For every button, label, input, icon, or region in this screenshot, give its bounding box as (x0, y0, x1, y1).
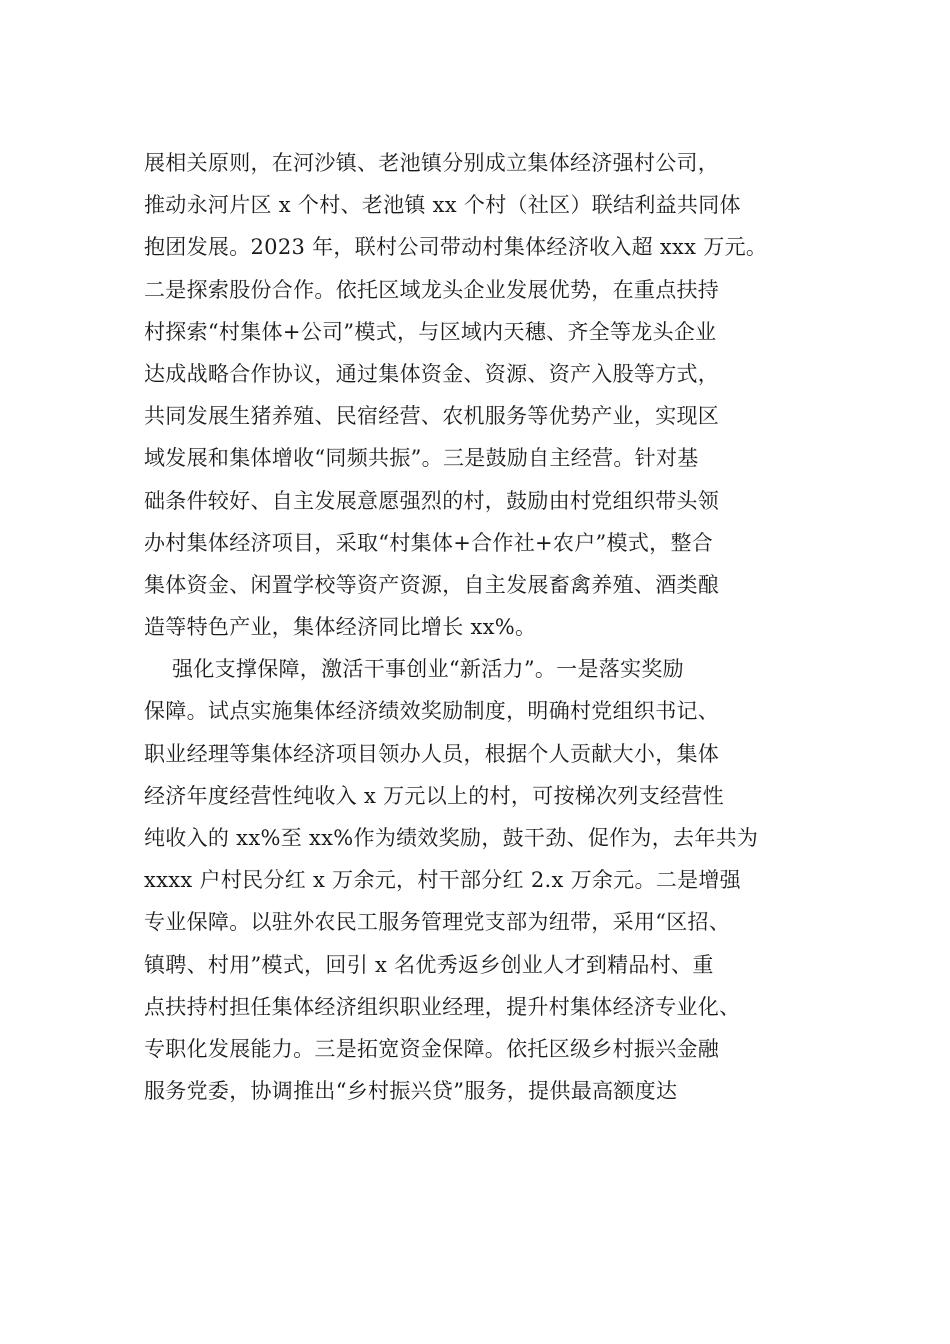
body-text (144, 142, 824, 1112)
text-line-6: 达成战略合作协议，通过集体资金、资源、资产入股等方式， (144, 361, 720, 386)
text-line-10: 办村集体经济项目，采取“村集体+合作社+农户”模式，整合 (144, 530, 714, 555)
text-line-12: 造等特色产业，集体经济同比增长 xx%。 (144, 615, 537, 640)
text-line-18: xxxx 户村民分红 x 万余元，村干部分红 2.x 万余元。二是增强 (144, 868, 741, 893)
text-line-15: 职业经理等集体经济项目领办人员，根据个人贡献大小，集体 (144, 741, 720, 766)
text-line-13-paragraph-start: 强化支撑保障，激活干事创业“新活力”。一是落实奖励 (172, 657, 684, 682)
text-line-1: 展相关原则，在河沙镇、老池镇分别成立集体经济强村公司， (144, 151, 720, 175)
text-line-16: 经济年度经营性纯收入 x 万元以上的村，可按梯次列支经营性 (144, 783, 724, 808)
text-line-4: 二是探索股份合作。依托区域龙头企业发展优势，在重点扶持 (144, 277, 720, 302)
text-line-5: 村探索“村集体+公司”模式，与区域内天穗、齐全等龙头企业 (144, 319, 717, 344)
text-line-22: 专职化发展能力。三是拓宽资金保障。依托区级乡村振兴金融 (144, 1036, 720, 1061)
text-line-8: 域发展和集体增收“同频共振”。三是鼓励自主经营。针对基 (144, 446, 699, 471)
text-line-20: 镇聘、村用”模式，回引 x 名优秀返乡创业人才到精品村、重 (144, 952, 714, 977)
text-line-17: 纯收入的 xx%至 xx%作为绩效奖励，鼓干劲、促作为，去年共为 (144, 826, 759, 850)
text-line-3: 抱团发展。2023 年，联村公司带动村集体经济收入超 xxx 万元。 (144, 235, 768, 260)
text-line-9: 础条件较好、自主发展意愿强烈的村，鼓励由村党组织带头领 (144, 488, 720, 513)
text-line-21: 点扶持村担任集体经济组织职业经理，提升村集体经济专业化、 (144, 994, 741, 1019)
text-line-14: 保障。试点实施集体经济绩效奖励制度，明确村党组织书记、 (144, 699, 720, 724)
text-line-11: 集体资金、闲置学校等资产资源，自主发展畜禽养殖、酒类酿 (144, 572, 720, 597)
text-line-2: 推动永河片区 x 个村、老池镇 xx 个村（社区）联结利益共同体 (144, 193, 741, 218)
text-line-19: 专业保障。以驻外农民工服务管理党支部为纽带，采用“区招、 (144, 910, 731, 935)
text-line-23: 服务党委，协调推出“乡村振兴贷”服务，提供最高额度达 (144, 1079, 678, 1104)
text-line-7: 共同发展生猪养殖、民宿经营、农机服务等优势产业，实现区 (144, 404, 720, 429)
